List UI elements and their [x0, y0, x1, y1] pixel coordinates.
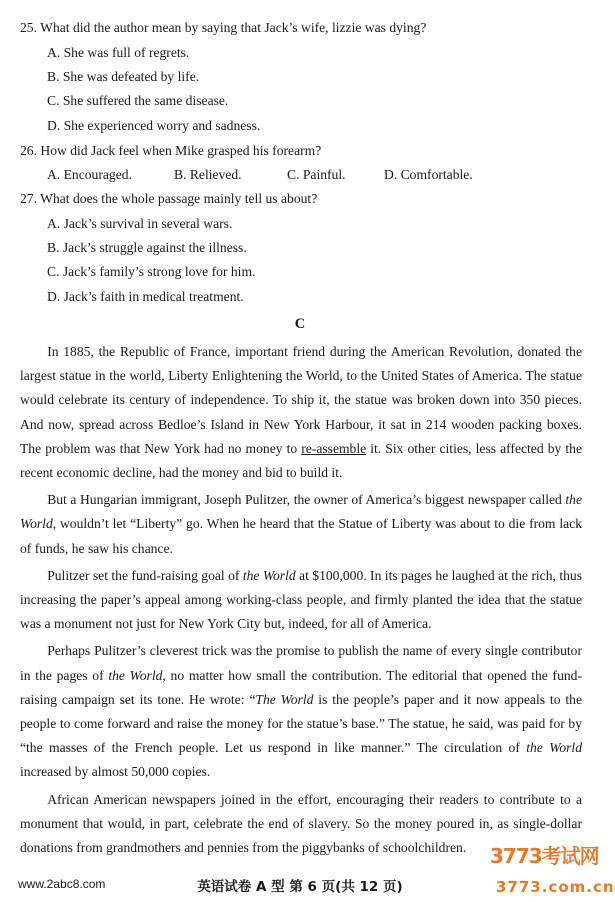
question-26-stem: 26. How did Jack feel when Mike grasped his forearm?	[20, 143, 322, 158]
p3-text-b: at $100,000. In its pages he laughed at the rich, thus increasing the paper’s appeal among working-class people, and firmly planted the idea that the statue was a monument not just for New York City but, indeed, for all of America.	[20, 567, 582, 632]
newspaper-title: the World	[20, 492, 582, 532]
p1-text-b: it. Six other cities, less affected by the recent economic decline, had the money and bid to build it.	[20, 440, 582, 481]
q27-option-d: D. Jack’s faith in medical treatment.	[47, 289, 244, 304]
q26-option-c: C. Painful.	[287, 167, 346, 182]
q26-option-d: D. Comfortable.	[384, 167, 473, 182]
question-25-stem: 25. What did the author mean by saying that Jack’s wife, lizzie was dying?	[20, 20, 427, 35]
passage-paragraph-5: African American newspapers joined in the effort, encouraging their readers to contribute to a monument that would, in part, celebrate the end of slavery. So the money poured in, as single-dollar donations from grandmothers and pennies from the piggybanks of schoolchildren.	[20, 791, 582, 856]
p3-text-a: Pulitzer set the fund-raising goal of	[47, 567, 243, 583]
watermark-domain: 3773.com.cn	[496, 878, 615, 896]
q26-option-b: B. Relieved.	[174, 167, 242, 182]
q26-option-a: A. Encouraged.	[47, 167, 132, 182]
passage-paragraph-2	[20, 488, 582, 561]
newspaper-title: The World	[255, 691, 314, 707]
p2-text-a: But a Hungarian immigrant, Joseph Pulitzer, the owner of America’s biggest newspaper called	[47, 492, 566, 508]
section-heading: C	[294, 316, 306, 332]
q25-option-a: A. She was full of regrets.	[47, 45, 190, 60]
p4-text-a: Perhaps Pulitzer’s cleverest trick was the promise to publish the name of every single contributor in the pages of	[20, 643, 582, 683]
p4-text-d: increased by almost 50,000 copies.	[20, 764, 211, 780]
p4-text-c: is the people’s paper and it now appeals to the people to come forward and raise the money for the statue’s base.” The statue, he said, was paid for by “the masses of the French people. Let us respond in like manner.” The circulation of	[20, 691, 582, 756]
q25-option-d: D. She experienced worry and sadness.	[47, 118, 261, 133]
underlined-word: re-assemble	[301, 440, 367, 456]
passage-paragraph-1	[20, 340, 582, 485]
q27-option-a: A. Jack’s survival in several wars.	[47, 216, 233, 231]
question-27-stem: 27. What does the whole passage mainly tell us about?	[20, 191, 318, 206]
reading-passage	[20, 340, 582, 863]
newspaper-title: the World	[108, 667, 163, 683]
newspaper-title: the World	[242, 567, 296, 583]
passage-paragraph-4	[20, 639, 582, 784]
q25-option-b: B. She was defeated by life.	[47, 69, 200, 84]
q27-option-c: C. Jack’s family’s strong love for him.	[47, 264, 256, 279]
q27-option-b: B. Jack’s struggle against the illness.	[47, 240, 247, 255]
footer-site-url: www.2abc8.com	[18, 877, 106, 891]
passage-paragraph-3	[20, 564, 582, 637]
p2-text-b: , wouldn’t let “Liberty” go. When he heard that the Statue of Liberty was about to die from lack of funds, he saw his chance.	[20, 516, 582, 556]
q25-option-c: C. She suffered the same disease.	[47, 93, 229, 108]
p4-text-b: , no matter how small the contribution. The editorial that opened the fund-raising campaign set its tone. He wrote: “	[20, 667, 582, 707]
watermark-logo	[490, 836, 615, 902]
newspaper-title: the World	[526, 740, 582, 756]
q26-options	[47, 167, 547, 183]
p1-text-a: In 1885, the Republic of France, important friend during the American Revolution, donated the largest statue in the world, Liberty Enlightening the World, to the United States of America. The statue would celebrate its century of independence. To ship it, the statue was broken down into 350 pieces. And now, spread across Bedloe’s Island in New York Harbour, it sat in 214 wooden packing boxes. The problem was that New York had no money to	[20, 344, 582, 456]
footer-page-number: 英语试卷 A 型 第 6 页(共 12 页)	[197, 879, 403, 895]
watermark-title: 3773考试网	[490, 844, 599, 868]
